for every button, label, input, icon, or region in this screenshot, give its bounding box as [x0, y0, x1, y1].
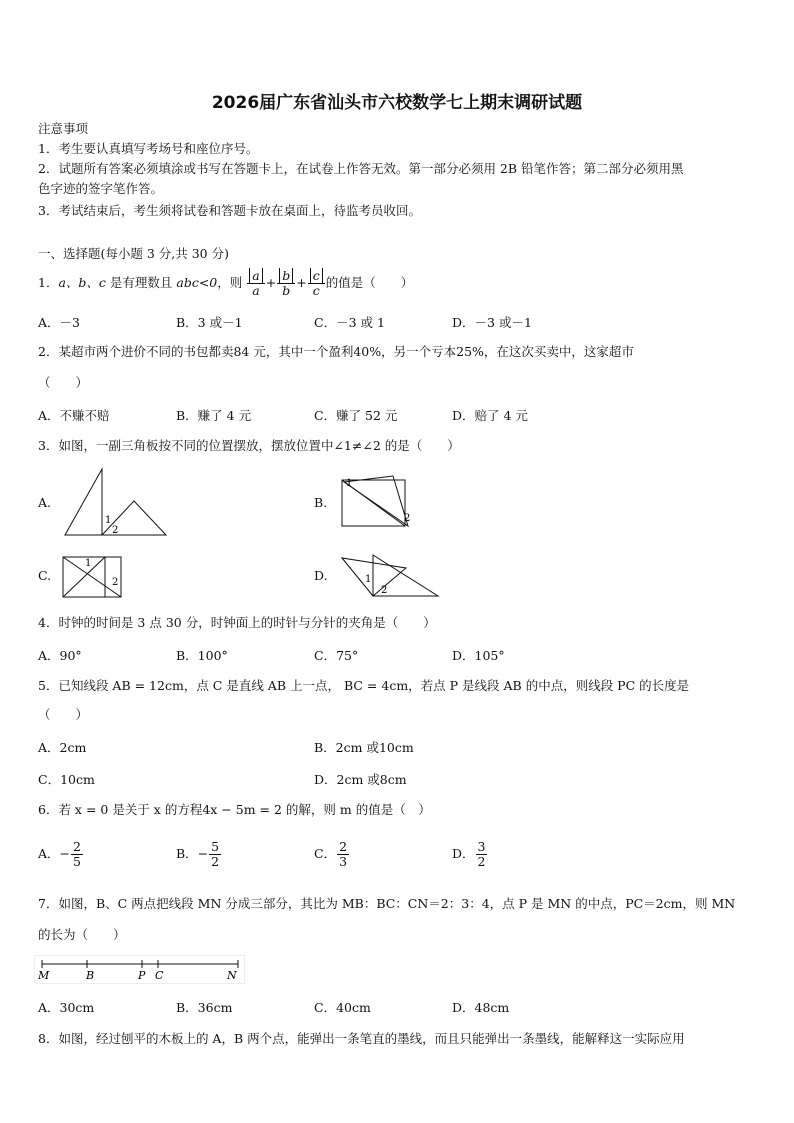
question-8: 8．如图，经过刨平的木板上的 A，B 两个点，能弹出一条笔直的墨线，而且只能弹出一条墨线，能解释这一实际应用 — [38, 1031, 685, 1046]
notice-item: 1．考生要认真填写考场号和座位序号。 — [38, 141, 259, 156]
segment-figure — [34, 955, 246, 985]
triangle-figure-a — [60, 466, 170, 538]
option: A．2cm — [38, 740, 87, 755]
svg-text:1: 1 — [105, 515, 112, 526]
fraction: $\frac{5}{2}$ — [211, 839, 220, 869]
q1-vars: a、b、c — [58, 275, 106, 290]
fraction: $\frac{c}{c}$ — [308, 269, 325, 298]
option: B．赚了 4 元 — [176, 408, 252, 423]
q1-prefix: 1． — [38, 275, 59, 290]
notice-item: 色字迹的签字笔作答。 — [38, 181, 164, 196]
option: A．－3 — [38, 315, 80, 330]
fraction: $\frac{2}{3}$ — [339, 839, 348, 869]
q1-condition: abc<0 — [176, 275, 218, 290]
option: D．赔了 4 元 — [452, 408, 528, 423]
option: A．90° — [38, 648, 82, 663]
option: C．10cm — [38, 772, 95, 787]
option: D．105° — [452, 648, 505, 663]
option: A．30cm — [38, 1000, 95, 1015]
option: C．－3 或 1 — [314, 315, 385, 330]
option: C．40cm — [314, 1000, 371, 1015]
option: B．100° — [176, 648, 228, 663]
svg-text:2: 2 — [112, 525, 119, 536]
svg-text:N: N — [227, 969, 237, 982]
svg-text:2: 2 — [381, 585, 388, 596]
triangle-figure-d — [338, 550, 442, 600]
question-3: 3．如图，一副三角板按不同的位置摆放，摆放位置中∠1≠∠2 的是（ ） — [38, 438, 460, 453]
plus-sign: + — [265, 275, 277, 290]
svg-text:B: B — [86, 969, 95, 982]
triangle-figure-c — [60, 552, 130, 600]
option: B．− $\frac{5}{2}$ — [176, 839, 220, 869]
page-title: 2026届广东省汕头市六校数学七上期末调研试题 — [211, 93, 583, 113]
notice-heading: 注意事项 — [38, 121, 89, 136]
question-1 — [38, 266, 413, 300]
triangle-figure-b — [338, 473, 418, 529]
option-label: C. — [38, 568, 52, 583]
question-6: 6．若 x = 0 是关于 x 的方程4x − 5m = 2 的解，则 m 的值是（ ） — [38, 802, 431, 817]
svg-text:C: C — [155, 969, 164, 982]
svg-text:1: 1 — [85, 558, 92, 569]
question-7-cont: 的长为（ ） — [38, 927, 126, 942]
svg-text:2: 2 — [112, 577, 119, 588]
option-label: B. — [314, 495, 328, 510]
answer-blank: （ ） — [38, 375, 89, 390]
answer-blank: （ ） — [38, 707, 89, 722]
q1-text: 是有理数且 — [105, 275, 177, 290]
svg-text:1: 1 — [365, 574, 372, 585]
question-7: 7．如图，B、C 两点把线段 MN 分成三部分，其比为 MB：BC：CN＝2：3：4，点 P 是 MN 的中点，PC＝2cm，则 MN — [38, 896, 736, 911]
svg-text:M: M — [38, 969, 50, 982]
option: D．2cm 或8cm — [314, 772, 407, 787]
notice-item: 2．试题所有答案必须填涂或书写在答题卡上，在试卷上作答无效。第一部分必须用 2B 铅笔作答；第二部分必须用黑 — [38, 161, 684, 176]
option: D．48cm — [452, 1000, 510, 1015]
option: C．赚了 52 元 — [314, 408, 398, 423]
option: B．2cm 或10cm — [314, 740, 414, 755]
plus-sign: + — [296, 275, 307, 290]
option: B．3 或－1 — [176, 315, 243, 330]
svg-text:P: P — [138, 969, 146, 982]
q1-text: 的值是（ ） — [325, 275, 414, 290]
option-label: D. — [314, 568, 328, 583]
question-4: 4．时钟的时间是 3 点 30 分，时钟面上的时针与分针的夹角是（ ） — [38, 615, 436, 630]
fraction: $\frac{3}{2}$ — [477, 839, 486, 869]
option: B．36cm — [176, 1000, 233, 1015]
option: D． $\frac{3}{2}$ — [452, 839, 486, 869]
question-2: 2．某超市两个进价不同的书包都卖84 元，其中一个盈利40%，另一个亏本25%，在这次买卖中，这家超市 — [38, 344, 634, 359]
section-heading: 一、选择题(每小题 3 分,共 30 分) — [38, 246, 229, 261]
option: D．－3 或－1 — [452, 315, 532, 330]
option: C． $\frac{2}{3}$ — [314, 839, 348, 869]
fraction: $\frac{a}{a}$ — [247, 269, 264, 298]
question-5: 5．已知线段 AB = 12cm，点 C 是直线 AB 上一点， BC = 4cm，若点 P 是线段 AB 的中点，则线段 PC 的长度是 — [38, 678, 690, 693]
q1-text: ，则 — [217, 275, 243, 290]
notice-item: 3．考试结束后，考生须将试卷和答题卡放在桌面上，待监考员收回。 — [38, 203, 421, 218]
option: C．75° — [314, 648, 359, 663]
option: A．− $\frac{2}{5}$ — [38, 839, 81, 869]
svg-text:1: 1 — [346, 478, 353, 489]
option: A．不赚不赔 — [38, 408, 110, 423]
fraction: $\frac{2}{5}$ — [73, 839, 81, 869]
option-label: A. — [38, 495, 52, 510]
fraction: $\frac{b}{b}$ — [277, 269, 295, 298]
svg-text:2: 2 — [404, 513, 411, 524]
